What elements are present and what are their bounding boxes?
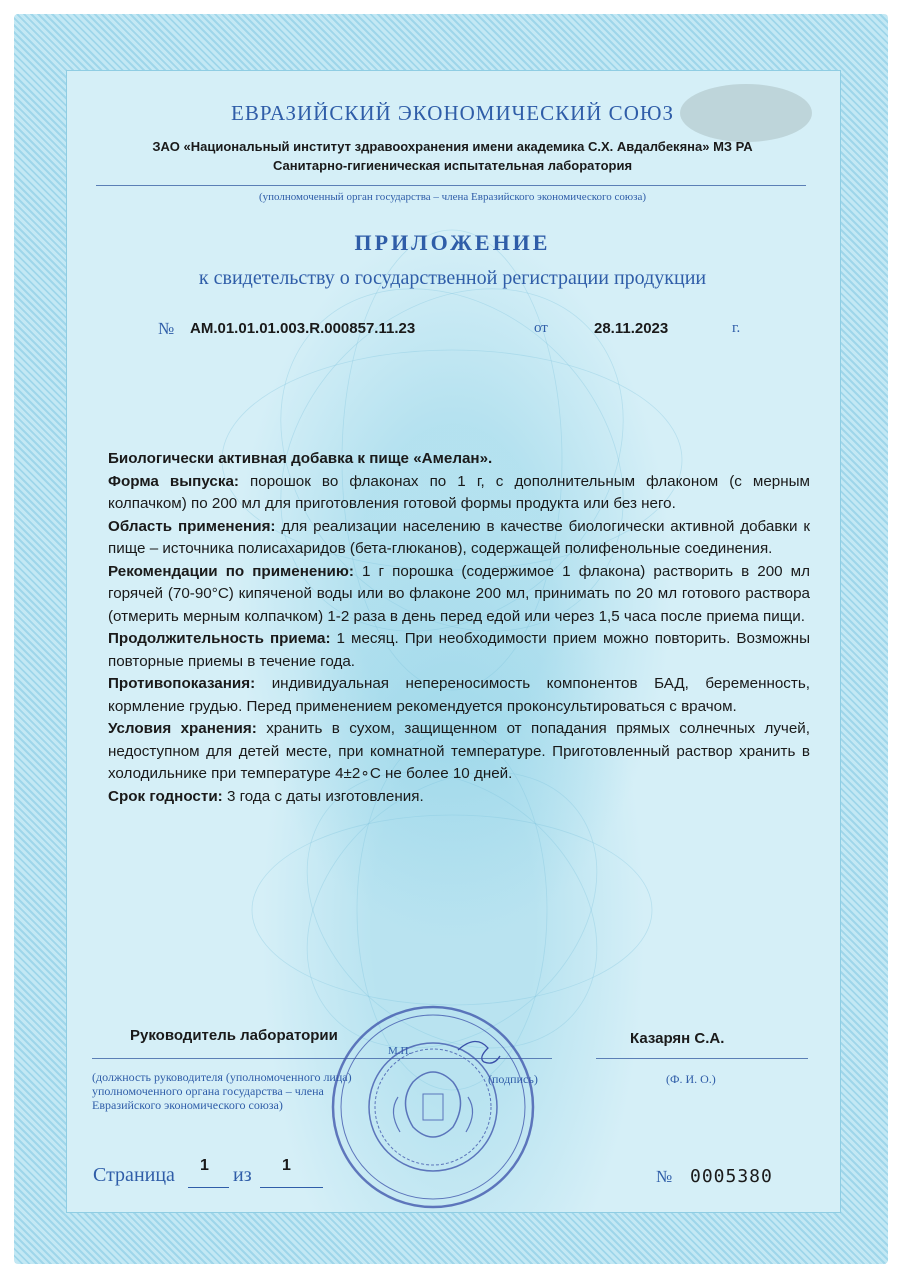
- signatory-name: Казарян С.А.: [630, 1030, 725, 1047]
- authority-note: (уполномоченный орган государства – члена Евразийского экономического союза): [258, 191, 646, 203]
- section-label: Продолжительность приема:: [108, 630, 331, 647]
- position-note: (должность руководителя (уполномоченного лица) уполномоченного органа государства – члена Евразийского экономического союза): [92, 1070, 352, 1112]
- section-shelf-life: [108, 786, 810, 809]
- section-storage: [108, 718, 810, 786]
- section-text: 1 г порошка (содержимое 1 флакона) растворить в 200 мл горячей (70-90°С) кипяченой воды или во флаконе 200 мл, принимать по 20 мл готового раствора (отмерить мерным колпачком) 1-2 раза в день перед едой или через 1,5 часа после приема пищи.: [108, 562, 810, 625]
- serial-number: 0005380: [690, 1166, 773, 1187]
- document-title: ПРИЛОЖЕНИЕ: [354, 230, 551, 255]
- date-label: от: [534, 320, 548, 336]
- section-text: хранить в сухом, защищенном от попадания прямых солнечных лучей, недоступном для детей месте, при комнатной температуре. Приготовленный раствор хранить в холодильнике при температуре 4±2∘С не более 10 дней.: [108, 720, 810, 782]
- page-underline: [188, 1187, 229, 1188]
- serial-label: №: [656, 1167, 673, 1186]
- section-text: для реализации населению в качестве биологически активной добавки к пище – источника полисахаридов (бета-глюканов), содержащей полифенольные соединения.: [108, 517, 811, 557]
- section-label: Область применения:: [108, 517, 276, 535]
- section-usage: [108, 561, 810, 629]
- section-label: Срок годности:: [108, 787, 223, 805]
- section-scope: [108, 516, 810, 561]
- certificate-number: AM.01.01.01.003.R.000857.11.23: [190, 320, 416, 337]
- product-description: [108, 448, 810, 808]
- year-label: г.: [732, 320, 741, 336]
- page-label: Страница: [93, 1164, 175, 1186]
- name-line: [596, 1058, 808, 1059]
- section-text: порошок во флаконах по 1 г, с дополнительным флаконом (с мерным колпачком) по 200 мл для приготовления готовой формы продукта или без него.: [108, 472, 810, 512]
- section-label: Форма выпуска:: [108, 472, 239, 490]
- total-underline: [260, 1187, 323, 1188]
- laboratory-name: Санитарно-гигиеническая испытательная лаборатория: [272, 158, 633, 173]
- section-label: Противопоказания:: [108, 675, 256, 692]
- page-total: 1: [282, 1157, 291, 1174]
- product-name: Биологически активная добавка к пище «Амелан».: [108, 450, 493, 467]
- section-label: Рекомендации по применению:: [108, 562, 354, 580]
- certificate-date: 28.11.2023: [594, 320, 669, 337]
- institute-name: ЗАО «Национальный институт здравоохранения имени академика С.Х. Авдалбекяна» МЗ РА: [152, 139, 753, 154]
- section-label: Условия хранения:: [108, 720, 257, 737]
- section-release-form: [108, 471, 810, 516]
- number-label: №: [158, 319, 175, 338]
- section-text: индивидуальная непереносимость компонентов БАД, беременность, кормление грудью. Перед применением рекомендуется проконсультироваться с врачом.: [108, 675, 810, 715]
- signature-note: (подпись): [488, 1072, 538, 1086]
- section-text: 1 месяц. При необходимости прием можно повторить. Возможны повторные приемы в течение года.: [108, 630, 810, 670]
- signatory-role: Руководитель лаборатории: [130, 1027, 338, 1044]
- seal-place-label: М.П.: [388, 1045, 412, 1057]
- of-label: из: [233, 1164, 252, 1186]
- fio-note: (Ф. И. О.): [666, 1072, 716, 1086]
- document-subtitle: к свидетельству о государственной регистрации продукции: [198, 267, 707, 289]
- union-title: ЕВРАЗИЙСКИЙ ЭКОНОМИЧЕСКИЙ СОЮЗ: [231, 101, 674, 125]
- section-contraindications: [108, 673, 810, 718]
- official-seal-stamp: [328, 1002, 538, 1212]
- section-duration: [108, 628, 810, 673]
- header-divider: [96, 185, 806, 186]
- section-text: 3 года с даты изготовления.: [222, 787, 424, 805]
- page-number: 1: [200, 1157, 209, 1174]
